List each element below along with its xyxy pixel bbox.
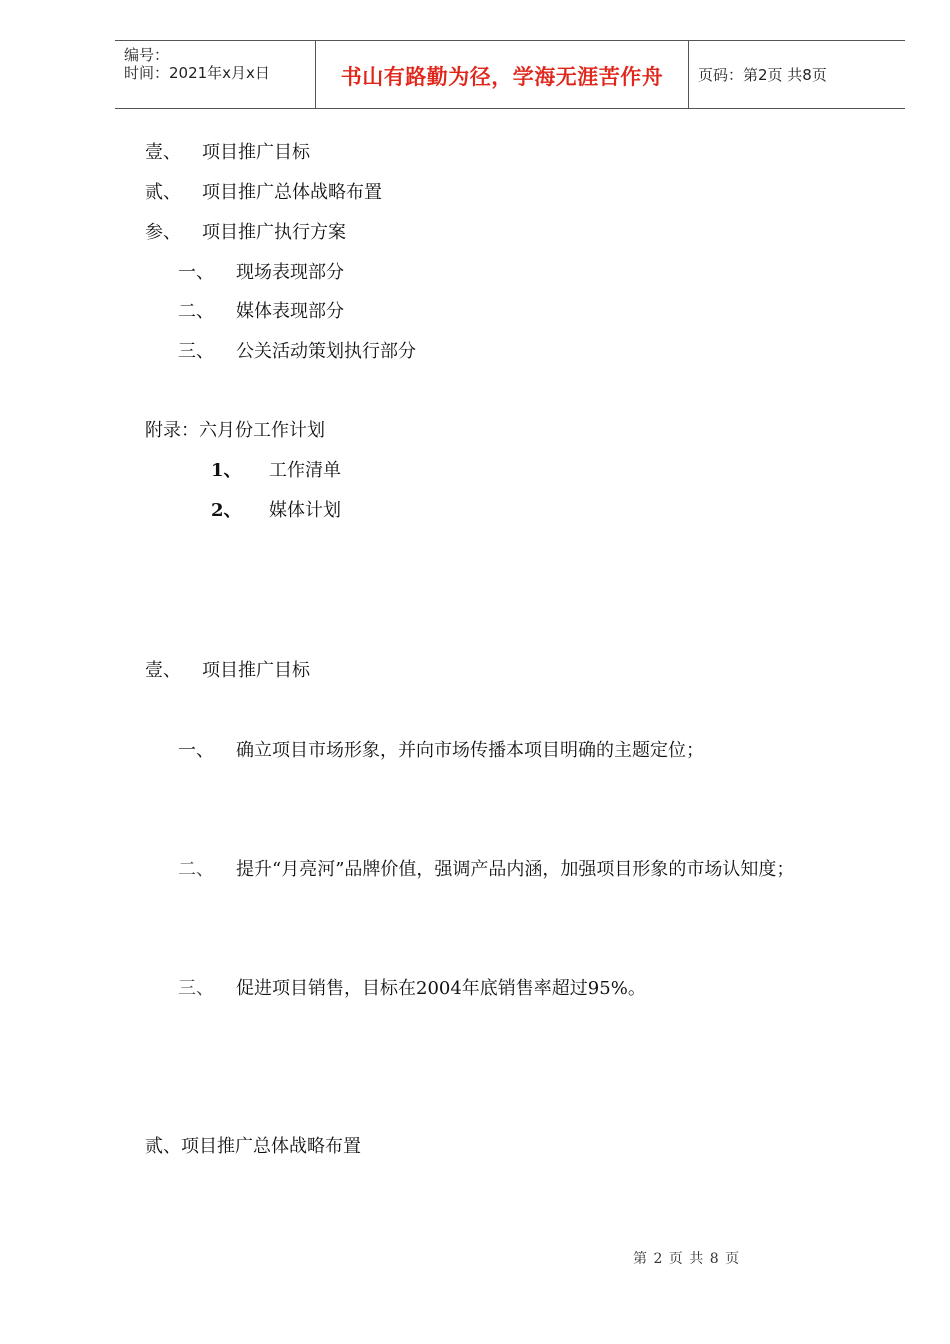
header-meta bbox=[115, 41, 316, 108]
toc-subitem-2-number: 二、 bbox=[178, 301, 214, 322]
header-page-cell bbox=[689, 41, 905, 108]
toc-item-2-number: 贰、 bbox=[145, 182, 181, 203]
appendix-item-1-text: 工作清单 bbox=[269, 460, 341, 481]
toc-item-3-text: 项目推广执行方案 bbox=[202, 222, 346, 243]
code-label: 编号： bbox=[124, 46, 170, 64]
time-label: 时间：2021年x月x日 bbox=[124, 64, 270, 82]
page-header bbox=[115, 40, 905, 109]
appendix-item-2-text: 媒体计划 bbox=[269, 500, 341, 521]
toc-subitem-3-text: 公关活动策划执行部分 bbox=[236, 341, 416, 362]
header-motto-cell bbox=[316, 41, 689, 108]
goal-2-text: 提升“月亮河”品牌价值，强调产品内涵，加强项目形象的市场认知度； bbox=[236, 859, 795, 880]
toc-subitem-2-text: 媒体表现部分 bbox=[236, 301, 344, 322]
page-footer: 第 2 页 共 8 页 bbox=[633, 1251, 741, 1267]
goal-3-text: 促进项目销售，目标在2004年底销售率超过95%。 bbox=[236, 978, 646, 999]
goal-1-text: 确立项目市场形象，并向市场传播本项目明确的主题定位； bbox=[236, 740, 704, 761]
appendix-item-1-number: 1、 bbox=[211, 460, 242, 481]
appendix-item-2-number: 2、 bbox=[211, 500, 242, 521]
goal-3-number: 三、 bbox=[178, 978, 214, 999]
toc-subitem-1-number: 一、 bbox=[178, 262, 214, 283]
toc-item-1-number: 壹、 bbox=[145, 142, 181, 163]
motto: 书山有路勤为径，学海无涯苦作舟 bbox=[340, 63, 664, 89]
toc-subitem-1-text: 现场表现部分 bbox=[236, 262, 344, 283]
toc-appendix: 附录：六月份工作计划 bbox=[145, 420, 325, 441]
goal-2-number: 二、 bbox=[178, 859, 214, 880]
toc-item-2-text: 项目推广总体战略布置 bbox=[202, 182, 382, 203]
goal-1-number: 一、 bbox=[178, 740, 214, 761]
toc-item-3-number: 参、 bbox=[145, 222, 181, 243]
section2-title: 贰、项目推广总体战略布置 bbox=[145, 1136, 361, 1157]
page-info: 页码：第2页 共8页 bbox=[698, 66, 827, 84]
toc-subitem-3-number: 三、 bbox=[178, 341, 214, 362]
section1-title: 项目推广目标 bbox=[202, 660, 310, 681]
section1-number: 壹、 bbox=[145, 660, 181, 681]
toc-item-1-text: 项目推广目标 bbox=[202, 142, 310, 163]
